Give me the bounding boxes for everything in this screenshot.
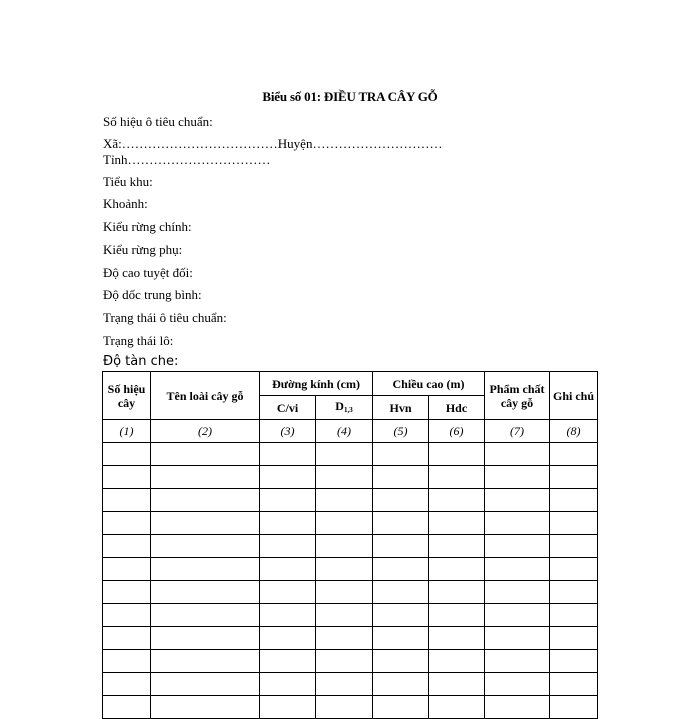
field-compartment: Khoảnh:	[103, 196, 148, 211]
header-dbh-subscript: 1,3	[343, 405, 353, 414]
table-cell	[151, 466, 260, 489]
field-commune-district-row	[103, 136, 442, 152]
table-cell	[151, 489, 260, 512]
table-cell	[260, 535, 316, 558]
table-cell	[550, 535, 598, 558]
table-cell	[485, 650, 550, 673]
table-cell	[316, 627, 373, 650]
table-cell	[151, 535, 260, 558]
table-cell	[429, 512, 485, 535]
table-cell	[316, 489, 373, 512]
table-cell	[373, 558, 429, 581]
header-circumference: C/vi	[260, 396, 316, 420]
table-cell	[316, 558, 373, 581]
table-cell	[485, 673, 550, 696]
table-cell	[103, 443, 151, 466]
table-cell	[373, 581, 429, 604]
table-cell	[373, 650, 429, 673]
table-cell	[103, 512, 151, 535]
table-cell	[260, 673, 316, 696]
table-cell	[260, 627, 316, 650]
table-row	[103, 489, 598, 512]
table-cell	[103, 604, 151, 627]
table-cell	[429, 604, 485, 627]
table-row	[103, 558, 598, 581]
table-cell	[316, 650, 373, 673]
table-cell	[550, 443, 598, 466]
table-cell	[550, 489, 598, 512]
table-cell	[260, 443, 316, 466]
column-number: (3)	[260, 420, 316, 443]
table-cell	[373, 627, 429, 650]
table-cell	[373, 604, 429, 627]
column-number: (5)	[373, 420, 429, 443]
table-cell	[151, 650, 260, 673]
table-row	[103, 443, 598, 466]
table-cell	[316, 466, 373, 489]
table-cell	[373, 696, 429, 719]
table-cell	[485, 696, 550, 719]
table-cell	[550, 696, 598, 719]
table-cell	[260, 604, 316, 627]
table-row	[103, 512, 598, 535]
table-row	[103, 604, 598, 627]
field-sub-forest-type: Kiểu rừng phụ:	[103, 242, 183, 257]
header-quality: Phẩm chất cây gỗ	[485, 372, 550, 420]
table-cell	[103, 696, 151, 719]
table-cell	[151, 512, 260, 535]
table-cell	[103, 558, 151, 581]
column-number: (6)	[429, 420, 485, 443]
table-cell	[103, 535, 151, 558]
table-cell	[103, 489, 151, 512]
table-cell	[316, 581, 373, 604]
table-cell	[485, 581, 550, 604]
table-cell	[485, 627, 550, 650]
table-cell	[550, 627, 598, 650]
table-cell	[151, 627, 260, 650]
header-tree-no: Số hiệu cây	[103, 372, 151, 420]
table-cell	[316, 535, 373, 558]
table-cell	[550, 604, 598, 627]
field-canopy-cover: Độ tàn che:	[103, 354, 179, 369]
table-cell	[485, 512, 550, 535]
table-cell	[429, 489, 485, 512]
field-absolute-altitude: Độ cao tuyệt đối:	[103, 265, 193, 280]
table-row	[103, 627, 598, 650]
table-cell	[260, 558, 316, 581]
table-cell	[485, 466, 550, 489]
table-header-row-1	[103, 372, 598, 396]
table-cell	[485, 558, 550, 581]
field-plot-number: Số hiệu ô tiêu chuẩn:	[103, 114, 213, 129]
header-note: Ghi chú	[550, 372, 598, 420]
table-cell	[260, 489, 316, 512]
table-cell	[550, 673, 598, 696]
table-row	[103, 650, 598, 673]
table-cell	[316, 512, 373, 535]
form-title: Biểu số 01: ĐIỀU TRA CÂY GỖ	[262, 89, 438, 104]
table-row	[103, 673, 598, 696]
table-cell	[260, 581, 316, 604]
field-province: Tỉnh……………………………	[103, 152, 271, 167]
table-cell	[260, 696, 316, 719]
table-cell	[151, 443, 260, 466]
table-cell	[151, 558, 260, 581]
field-commune: Xã:………………………………	[103, 136, 278, 151]
header-species: Tên loài cây gỗ	[151, 372, 260, 420]
table-cell	[151, 581, 260, 604]
table-cell	[550, 650, 598, 673]
column-number: (4)	[316, 420, 373, 443]
table-body	[103, 443, 598, 719]
table-cell	[260, 650, 316, 673]
table-cell	[151, 696, 260, 719]
table-cell	[316, 696, 373, 719]
header-dbh	[316, 396, 373, 420]
header-height: Chiều cao (m)	[373, 372, 485, 396]
table-cell	[316, 604, 373, 627]
field-plot-status: Trạng thái ô tiêu chuẩn:	[103, 310, 227, 325]
table-cell	[373, 443, 429, 466]
table-cell	[103, 673, 151, 696]
table-cell	[429, 581, 485, 604]
table-cell	[151, 604, 260, 627]
table-cell	[260, 466, 316, 489]
table-row	[103, 466, 598, 489]
table-cell	[429, 558, 485, 581]
table-cell	[429, 466, 485, 489]
column-number: (2)	[151, 420, 260, 443]
table-cell	[485, 604, 550, 627]
table-cell	[103, 627, 151, 650]
field-subzone: Tiểu khu:	[103, 174, 153, 189]
field-lot-status: Trạng thái lô:	[103, 333, 174, 348]
table-cell	[485, 535, 550, 558]
header-diameter: Đường kính (cm)	[260, 372, 373, 396]
table-cell	[429, 443, 485, 466]
table-cell	[429, 673, 485, 696]
table-row	[103, 581, 598, 604]
table-row	[103, 696, 598, 719]
field-average-slope: Độ dốc trung bình:	[103, 287, 202, 302]
table-cell	[373, 466, 429, 489]
field-district: Huyện…………………………	[277, 136, 443, 151]
table-cell	[429, 627, 485, 650]
table-cell	[373, 489, 429, 512]
table-cell	[103, 581, 151, 604]
table-cell	[485, 443, 550, 466]
table-cell	[429, 535, 485, 558]
column-number-row	[103, 420, 598, 443]
table-cell	[316, 673, 373, 696]
field-main-forest-type: Kiểu rừng chính:	[103, 219, 192, 234]
column-number: (8)	[550, 420, 598, 443]
table-cell	[429, 650, 485, 673]
header-hvn: Hvn	[373, 396, 429, 420]
header-hdc: Hdc	[429, 396, 485, 420]
column-number: (1)	[103, 420, 151, 443]
header-dbh-main: D	[335, 398, 344, 413]
table-cell	[373, 535, 429, 558]
tree-survey-table	[102, 371, 598, 719]
column-number: (7)	[485, 420, 550, 443]
table-cell	[316, 443, 373, 466]
table-row	[103, 535, 598, 558]
table-cell	[373, 673, 429, 696]
table-cell	[550, 581, 598, 604]
table-cell	[373, 512, 429, 535]
table-cell	[550, 558, 598, 581]
table-cell	[485, 489, 550, 512]
table-cell	[103, 650, 151, 673]
table-cell	[550, 466, 598, 489]
table-cell	[260, 512, 316, 535]
table-cell	[151, 673, 260, 696]
table-cell	[103, 466, 151, 489]
table-cell	[429, 696, 485, 719]
table-cell	[550, 512, 598, 535]
